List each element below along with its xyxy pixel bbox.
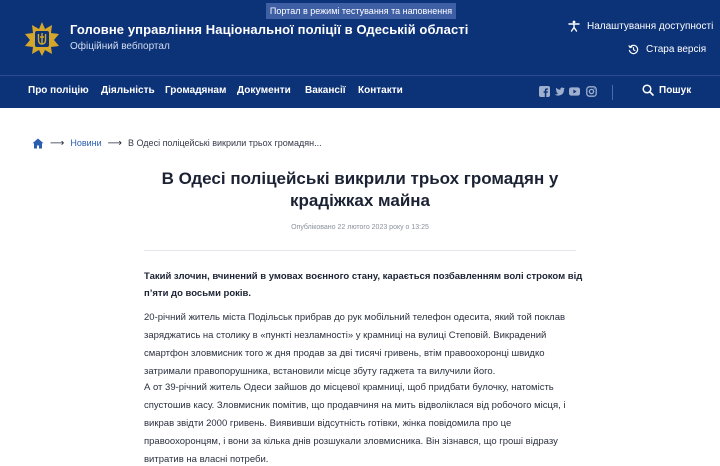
old-version-label: Стара версія — [646, 44, 707, 55]
search-label: Пошук — [659, 84, 692, 96]
twitter-icon[interactable] — [554, 86, 565, 97]
search-icon — [642, 84, 654, 96]
home-icon[interactable] — [32, 138, 44, 149]
nav-item-contacts[interactable]: Контакти — [358, 85, 403, 96]
nav-item-activity[interactable]: Діяльність — [101, 85, 155, 96]
article-title: В Одесі поліцейські викрили трьох громадян у крадіжках майна — [161, 169, 559, 210]
nav-item-citizens[interactable]: Громадянам — [165, 85, 227, 96]
article-lead: Такий злочин, вчинений в умовах воєнного стану, карається позбавленням волі строком від п’яти до восьми років. — [144, 271, 583, 299]
nav-item-documents[interactable]: Документи — [237, 85, 291, 96]
test-mode-banner: Портал в режимі тестування та наповнення — [266, 3, 456, 19]
search-button[interactable] — [642, 84, 691, 96]
nav-divider — [612, 85, 613, 100]
arrow-right-icon: ⟶ — [107, 137, 122, 149]
breadcrumb-news-link[interactable]: Новини — [70, 138, 102, 148]
breadcrumb — [32, 136, 322, 150]
arrow-right-icon: ⟶ — [50, 137, 65, 149]
divider — [144, 250, 576, 251]
site-header — [0, 0, 720, 75]
accessibility-icon — [568, 20, 580, 32]
facebook-icon[interactable] — [539, 86, 550, 97]
police-logo-icon[interactable] — [24, 21, 60, 57]
nav-item-vacancies[interactable]: Вакансії — [305, 85, 346, 96]
site-subtitle: Офіційний вебпортал — [70, 41, 170, 52]
instagram-icon[interactable] — [586, 86, 597, 97]
accessibility-settings-button[interactable] — [568, 20, 713, 32]
article-paragraph: 20-річний житель міста Подільськ прибрав до рук мобільний телефон одесита, який той поклав заряджатись на столику в «пункті незламності» у крамниці на вулиці Степовій. Викрадений смартфон зловмисник того ж дня продав за дві тисячі гривень, втім правоохоронці швидко затримали правопорушника, встановили місце збуту гаджета та вилучили його. — [144, 312, 566, 377]
article-paragraph: А от 39-річний житель Одеси зайшов до місцевої крамниці, щоб придбати булочку, натомість спустошив касу. Зловмисник помітив, що продавчиня на мить відволіклася від робочого місця, і викрав звідти 2000 гривень. Виявивши відсутність готівки, жінка повідомила про це правоохоронцям, і вони за кілька днів розшукали зловмисника. Він зізнався, що гроші відразу витратив на власні потреби. — [144, 382, 566, 465]
publication-date: Опубліковано 22 лютого 2023 року о 13:25 — [291, 224, 429, 231]
history-icon — [628, 44, 639, 55]
breadcrumb-current: В Одесі поліцейські викрили трьох громадян... — [128, 138, 322, 148]
main-nav — [0, 75, 720, 108]
youtube-icon[interactable] — [569, 86, 580, 97]
accessibility-label: Налаштування доступності — [587, 20, 714, 32]
nav-item-about-police[interactable]: Про поліцію — [28, 85, 89, 96]
site-title[interactable]: Головне управління Національної поліції в Одеській області — [70, 22, 469, 37]
old-version-link[interactable] — [628, 44, 706, 55]
